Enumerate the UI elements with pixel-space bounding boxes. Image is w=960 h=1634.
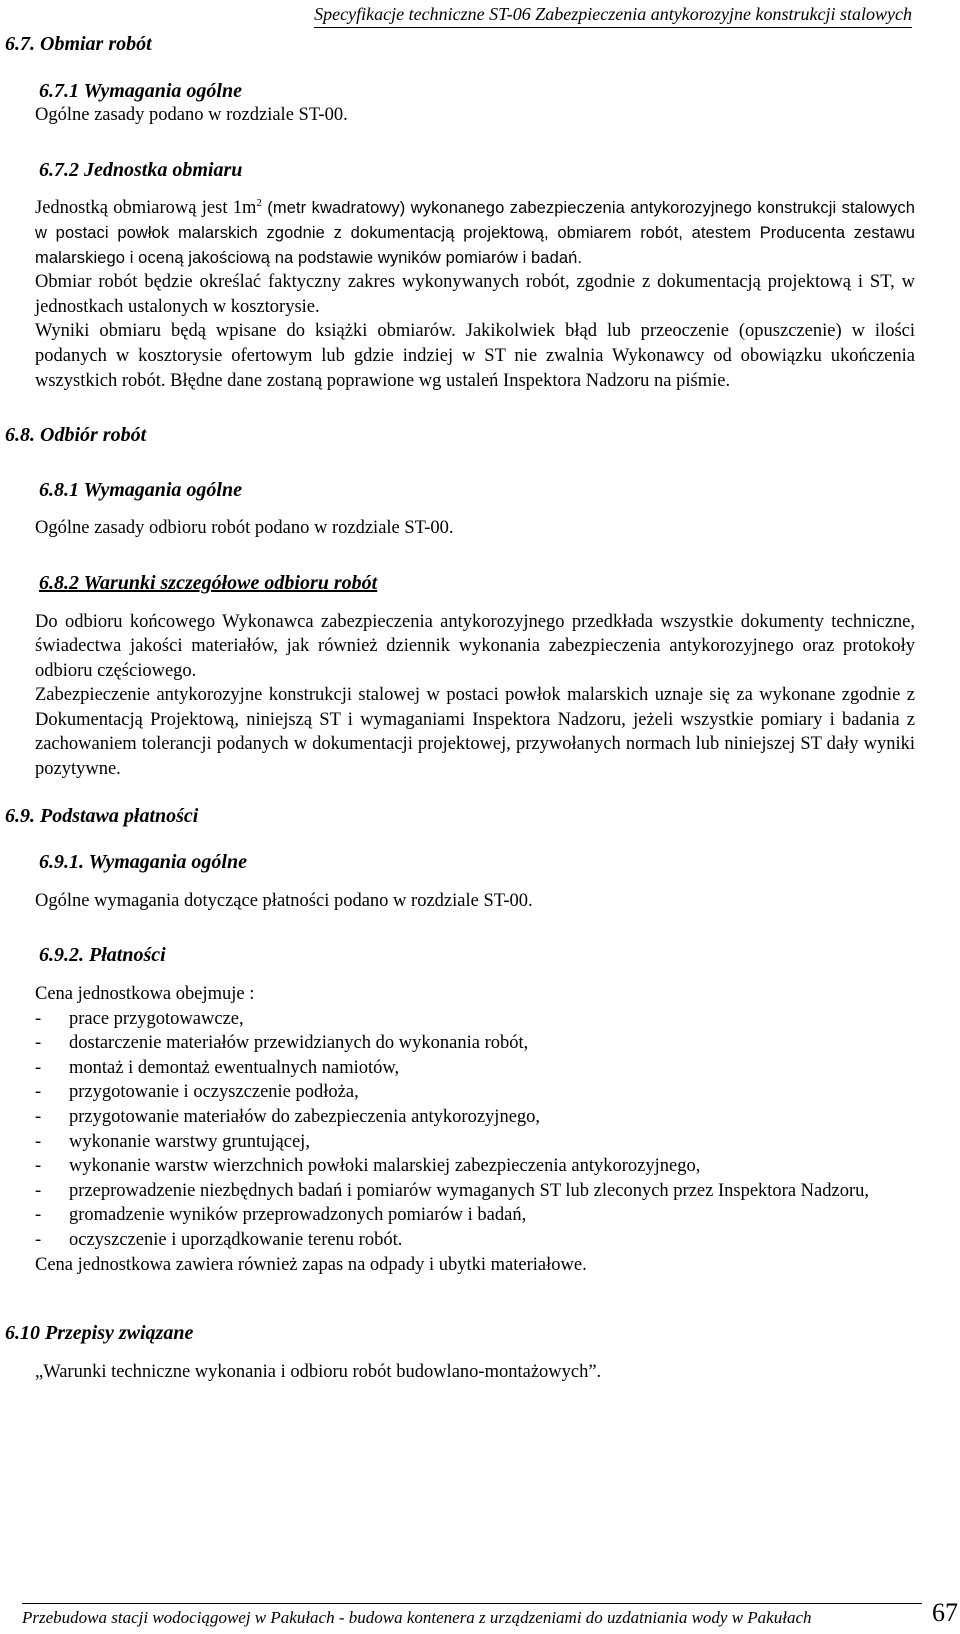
subsection-title-6-9-2: 6.9.2. Płatności: [39, 944, 166, 967]
paragraph: Cena jednostkowa obejmuje :: [35, 984, 255, 1005]
subsection-title-6-9-1: 6.9.1. Wymagania ogólne: [39, 851, 247, 874]
list-item: - wykonanie warstw wierzchnich powłoki malarskiej zabezpieczenia antykorozyjnego,: [35, 1154, 915, 1179]
paragraph-text: (metr kwadratowy) wykonanego zabezpieczenia antykorozyjnego konstrukcji stalowych w postaci powłok malarskich zgodnie z dokumentacją projektową, obmiarem robót, atestem Producenta zestawu malarskiego i oceną jakościową na podstawie wyników pomiarów i badań.: [35, 199, 915, 267]
paragraph: Cena jednostkowa zawiera również zapas na odpady i ubytki materiałowe.: [35, 1254, 587, 1275]
list-item: - gromadzenie wyników przeprowadzonych pomiarów i badań,: [35, 1203, 915, 1228]
paragraph: Ogólne wymagania dotyczące płatności podano w rozdziale ST-00.: [35, 890, 533, 911]
page-footer: Przebudowa stacji wodociągowej w Pakułach - budowa kontenera z urządzeniami do uzdatniania wody w Pakułach: [22, 1603, 922, 1628]
subsection-title-6-7-2: 6.7.2 Jednostka obmiaru: [39, 158, 243, 181]
paragraph: Do odbioru końcowego Wykonawca zabezpieczenia antykorozyjnego przedkłada wszystkie dokumenty techniczne, świadectwa jakości materiałów, jak również dziennik wykonania zabezpieczenia antykorozyjnego oraz protokoły odbioru częściowego.: [35, 611, 915, 681]
paragraph: Obmiar robót będzie określać faktyczny zakres wykonywanych robót, zgodnie z dokumentacją projektową i ST, w jednostkach ustalonych w kosztorysie.: [35, 272, 915, 317]
paragraph: Ogólne zasady odbioru robót podano w rozdziale ST-00.: [35, 518, 454, 539]
list-item: - montaż i demontaż ewentualnych namiotów,: [35, 1056, 915, 1081]
section-title-6-8: 6.8. Odbiór robót: [5, 424, 147, 447]
list-item: - oczyszczenie i uporządkowanie terenu robót.: [35, 1228, 915, 1253]
list-item: - przygotowanie materiałów do zabezpieczenia antykorozyjnego,: [35, 1105, 915, 1130]
paragraph: Ogólne zasady podano w rozdziale ST-00.: [35, 105, 348, 126]
subsection-title-6-7-1: 6.7.1 Wymagania ogólne: [39, 79, 242, 102]
paragraph-text: Jednostką obmiarową jest 1m: [35, 198, 257, 219]
section-title-6-9: 6.9. Podstawa płatności: [5, 804, 199, 827]
list-item: - prace przygotowawcze,: [35, 1007, 915, 1032]
paragraph: „Warunki techniczne wykonania i odbioru robót budowlano-montażowych”.: [35, 1361, 602, 1382]
document-body: [5, 32, 915, 1384]
list-item: - przeprowadzenie niezbędnych badań i pomiarów wymaganych ST lub zleconych przez Inspektora Nadzoru,: [35, 1179, 915, 1204]
list-item: - dostarczenie materiałów przewidzianych do wykonania robót,: [35, 1031, 915, 1056]
page-number: 67: [932, 1598, 958, 1627]
running-header: Specyfikacje techniczne ST-06 Zabezpieczenia antykorozyjne konstrukcji stalowych: [314, 4, 912, 28]
section-title-6-7: 6.7. Obmiar robót: [5, 33, 152, 55]
list-item: - przygotowanie i oczyszczenie podłoża,: [35, 1080, 915, 1105]
superscript: 2: [256, 197, 262, 210]
cost-items-list: [35, 1007, 915, 1253]
subsection-title-6-8-1: 6.8.1 Wymagania ogólne: [39, 478, 242, 501]
paragraph: Wyniki obmiaru będą wpisane do książki obmiarów. Jakikolwiek błąd lub przeoczenie (opuszczenie) w ilości podanych w kosztorysie ofertowym lub gdzie indziej w ST nie zwalnia Wykonawcy od obowiązku ukończenia wszystkich robót. Błędne dane zostaną poprawione wg ustaleń Inspektora Nadzoru na piśmie.: [35, 321, 915, 391]
section-title-6-10: 6.10 Przepisy związane: [5, 1322, 194, 1345]
list-item: - wykonanie warstwy gruntującej,: [35, 1130, 915, 1155]
subsection-title-6-8-2: 6.8.2 Warunki szczegółowe odbioru robót: [39, 571, 378, 594]
paragraph: Zabezpieczenie antykorozyjne konstrukcji stalowej w postaci powłok malarskich uznaje się za wykonane zgodnie z Dokumentacją Projektową, niniejszą ST i wymaganiami Inspektora Nadzoru, jeżeli wszystkie pomiary i badania z zachowaniem tolerancji podanych w dokumentacji projektowej, przywołanych normach lub niniejszej ST dały wyniki pozytywne.: [35, 685, 915, 780]
paragraph-unit: [35, 196, 915, 270]
